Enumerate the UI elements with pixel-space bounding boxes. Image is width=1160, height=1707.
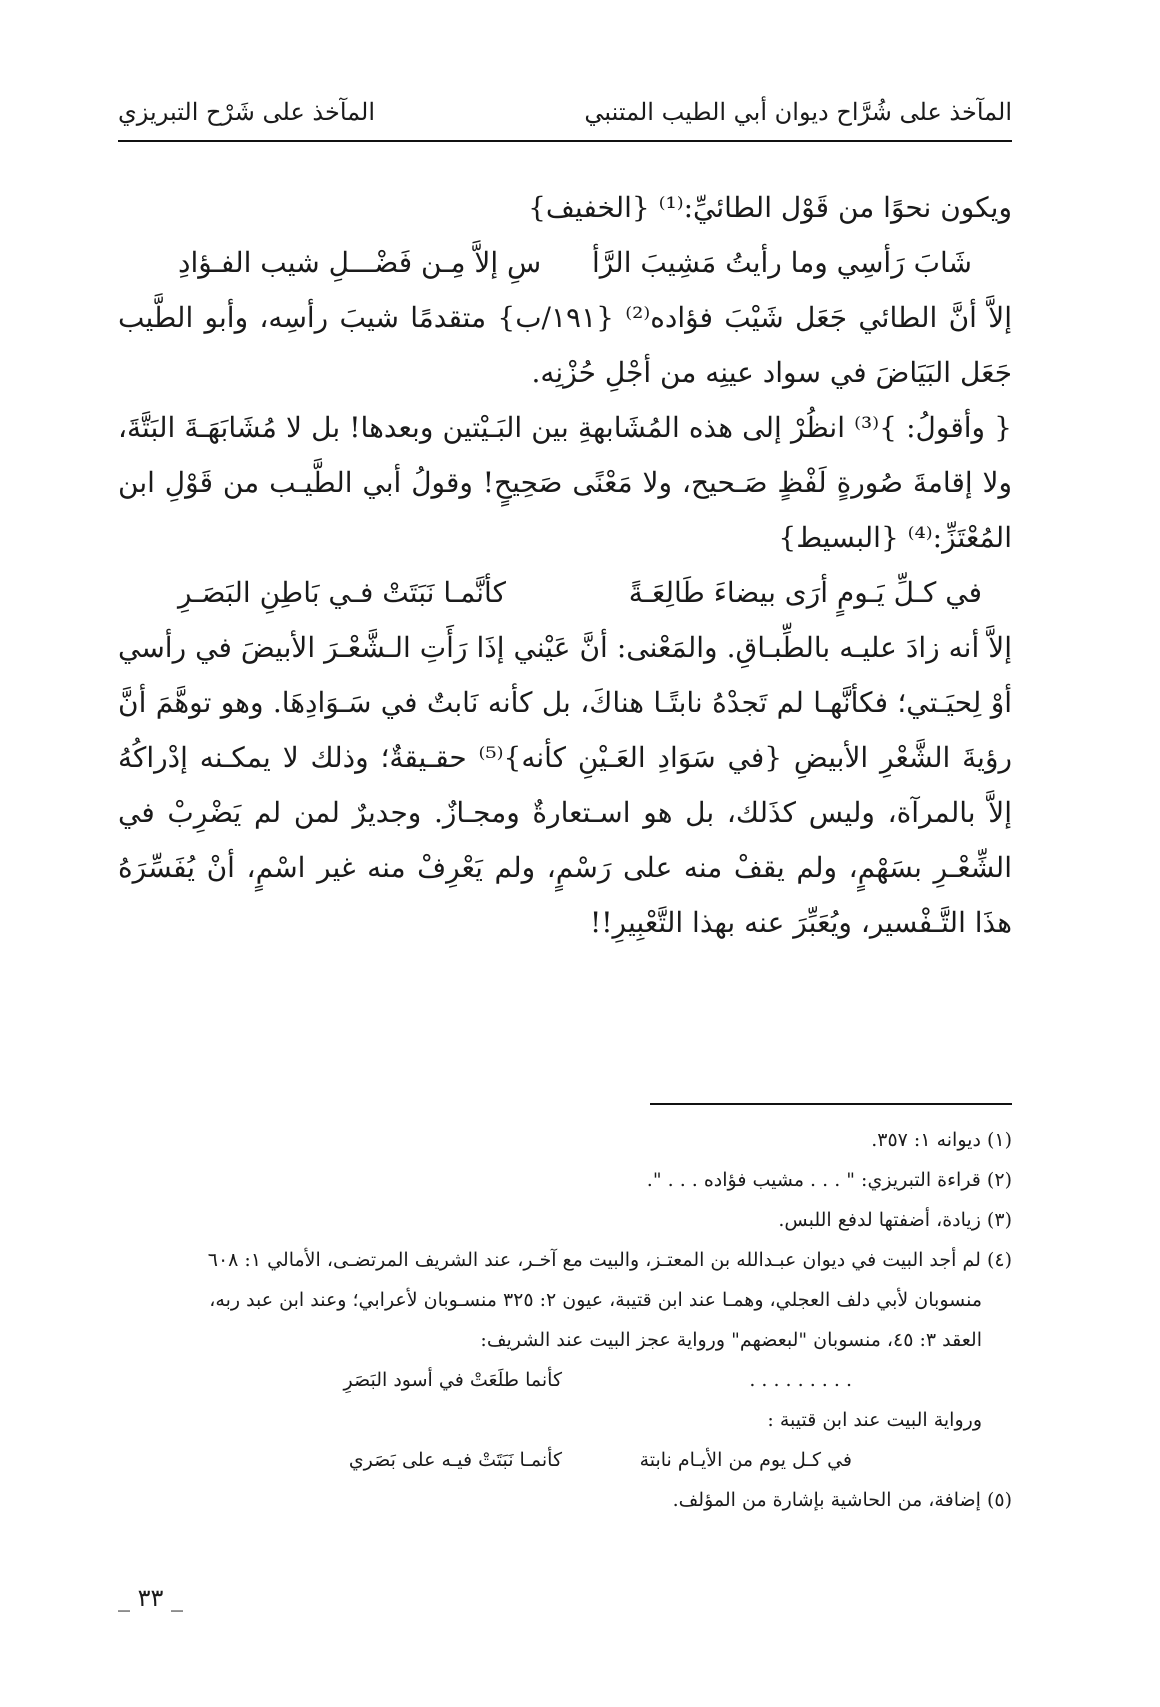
header-book-title: المآخذ على شُرَّاح ديوان أبي الطيب المتنبي [584,98,1012,126]
footnote-4: (٤) لم أجد البيت في ديوان عبـدالله بن المعتـز، والبيت مع آخـر، عند الشريف المرتضـى، الأمالي ١: ٦٠٨ [207,1249,1012,1271]
footnote-verse-first: في كـل يوم من الأيـام نابتة [639,1449,852,1471]
page-number: _ ٣٣ _ [118,1584,184,1612]
footnote-verse [118,1360,1012,1400]
verse-first-hemistich: في كـلِّ يَـومٍ أرَى بيضاءَ طَالِعَـةً [628,576,982,609]
footnote-4-continuation: ورواية البيت عند ابن قتيبة : [767,1409,982,1431]
verse-second-hemistich: سِ إلاَّ مِـن فَضْـــلِ شيب الفـؤادِ [178,246,542,279]
footnote-1: (١) ديوانه ١: ٣٥٧. [871,1129,1012,1151]
verse-first-hemistich: شَابَ رَأسِي وما رأيتُ مَشِيبَ الرَّأ [591,246,972,279]
main-text [118,180,1012,950]
footnote-verse-second: كأنما طلَعَتْ في أسود البَصَرِ [343,1369,562,1391]
footnote-5: (٥) إضافة، من الحاشية بإشارة من المؤلف. [672,1489,1012,1511]
footnote-verse-second: كأنمـا نَبَتَتْ فيـه على بَصَري [348,1449,562,1471]
running-header [118,88,1012,142]
footnote-3: (٣) زيادة، أضفتها لدفع اللبس. [778,1209,1012,1231]
footnote-verse-first: . . . . . . . . . [749,1369,852,1391]
poem-verse [118,565,1012,620]
paragraph-explanation: إلاَّ أنه زادَ عليـه بالطِّبـاقِ. والمَعْنى: أنَّ عَيْني إذَا رَأَتِ الـشَّعْـرَ الأبيضَ في رأسي أوْ لِحيَـتي؛ فكأنَّهـا لم تَجدْهُ نابتًـا هناكَ، بل كأنه نَابتٌ في سَـوَادِهَا. وهو توهَّمَ أنَّ رؤيةَ الشَّعْرِ الأبيضِ {في سَوَادِ العَـيْنِ كأنه}⁽⁵⁾ حقـيقةٌ؛ وذلك لا يمكـنه إدْراكُهُ إلاَّ بالمرآة، وليس كذَلك، بل هو اسـتعارةٌ ومجـازٌ. وجديرٌ لمن لم يَضْرِبْ في الشِّعْـرِ بسَهْمٍ، ولم يقفْ منه على رَسْمٍ، ولم يَعْرِفْ منه غير اسْمٍ، أنْ يُفَسِّرَهُ هذَا التَّـفْسير، ويُعَبِّرَ عنه بهذا التَّعْبِيرِ!! [118,631,1012,939]
verse-second-hemistich: كأنَّمـا نَبَتَتْ فـي بَاطِنِ البَصَـرِ [178,576,506,609]
footnote-2: (٢) قراءة التبريزي: " . . . مشيب فؤاده . . . ". [646,1169,1012,1191]
footnote-4-continuation: منسوبان لأبي دلف العجلي، وهمـا عند ابن قتيبة، عيون ٢: ٣٢٥ منسـوبان لأعرابي؛ وعند ابن عبد ربه، [209,1289,982,1311]
footnote-verse [118,1440,1012,1480]
footnotes [118,1120,1012,1520]
footnote-4-continuation: العقد ٣: ٤٥، منسوبان "لبعضهم" ورواية عجز البيت عند الشريف: [480,1329,982,1351]
paragraph-intro: ويكون نحوًا من قَوْل الطائيِّ:⁽¹⁾ {الخفيف} [528,191,1012,224]
footnote-separator [650,1103,1012,1105]
header-section-title: المآخذ على شَرْح التبريزي [118,98,376,126]
poem-verse [118,235,1012,290]
paragraph-comparison: إلاَّ أنَّ الطائي جَعَل شَيْبَ فؤاده⁽²⁾ {١٩١/ب} متقدمًا شيبَ رأسِه، وأبو الطَّيب جَعَل البَيَاضَ في سواد عينِه من أجْلِ حُزْنِه. [118,301,1012,389]
paragraph-critique: { وأقولُ: }⁽³⁾ انظُرْ إلى هذه المُشَابهةِ بين البَـيْتين وبعدها! بل لا مُشَابَهَـةَ البَتَّةَ، ولا إقامةَ صُورةٍ لَفْظٍ صَـحيح، ولا مَعْنًى صَحِيحٍ! وقولُ أبي الطَّيـب من قَوْلِ ابن المُعْتَزِّ:⁽⁴⁾ {البسيط} [118,411,1013,554]
